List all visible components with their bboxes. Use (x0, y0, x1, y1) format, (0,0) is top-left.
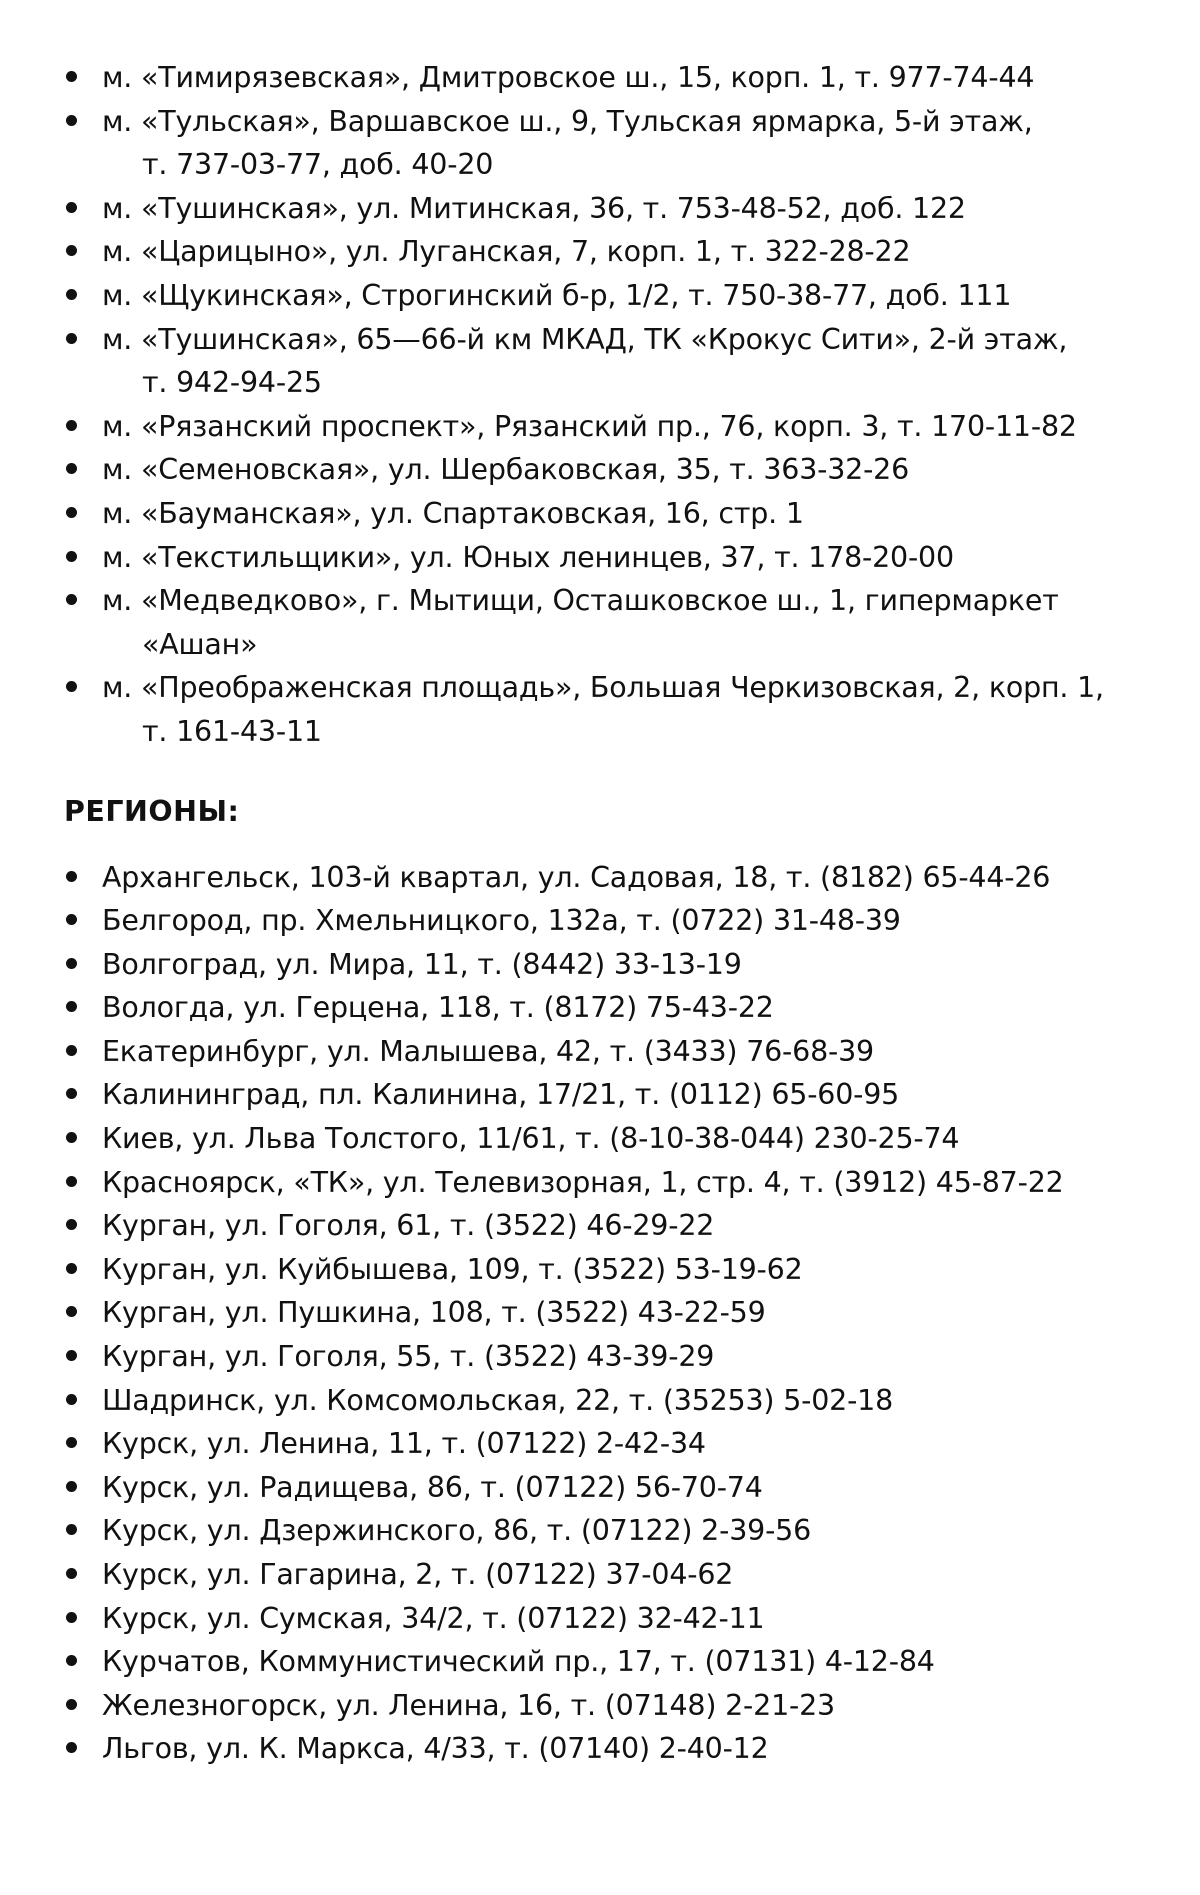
list-item (64, 492, 1144, 536)
list-item (64, 536, 1144, 580)
list-item (64, 187, 1144, 231)
bullet-icon (66, 1001, 77, 1012)
list-item (64, 1727, 1144, 1771)
bullet-icon (66, 1568, 77, 1579)
bullet-icon (66, 1655, 77, 1666)
bullet-icon (66, 1394, 77, 1405)
address-text: Курск, ул. Дзержинского, 86, т. (07122) 2-39-56 (102, 1514, 812, 1548)
list-item (64, 899, 1144, 943)
bullet-icon (66, 1306, 77, 1317)
list-item (64, 274, 1144, 318)
address-text: Курск, ул. Сумская, 34/2, т. (07122) 32-42-11 (102, 1601, 765, 1635)
bullet-icon (66, 1176, 77, 1187)
list-item (64, 986, 1144, 1030)
address-text: Льгов, ул. К. Маркса, 4/33, т. (07140) 2-40-12 (102, 1732, 769, 1766)
address-text: м. «Тимирязевская», Дмитровское ш., 15, корп. 1, т. 977-74-44 (102, 61, 1035, 94)
regions-heading: РЕГИОНЫ: (64, 794, 240, 828)
address-text: Вологда, ул. Герцена, 118, т. (8172) 75-43-22 (102, 991, 774, 1025)
address-text: м. «Медведково», г. Мытищи, Осташковское ш., 1, гипермаркет (102, 584, 1059, 618)
list-item (64, 666, 1144, 753)
address-text: м. «Щукинская», Строгинский б-р, 1/2, т. 750-38-77, доб. 111 (102, 278, 1012, 312)
bullet-icon (66, 1742, 77, 1753)
list-item (64, 1379, 1144, 1423)
address-text: Курган, ул. Пушкина, 108, т. (3522) 43-22-59 (102, 1296, 766, 1330)
bullet-icon (66, 463, 77, 474)
address-text: Калининград, пл. Калинина, 17/21, т. (0112) 65-60-95 (102, 1078, 900, 1112)
address-text: м. «Семеновская», ул. Шербаковская, 35, т. 363-32-26 (102, 453, 910, 487)
bullet-icon (66, 681, 77, 692)
list-item (64, 1597, 1144, 1641)
address-text: Курган, ул. Куйбышева, 109, т. (3522) 53-19-62 (102, 1252, 803, 1286)
list-item (64, 1466, 1144, 1510)
address-text: Шадринск, ул. Комсомольская, 22, т. (35253) 5-02-18 (102, 1383, 894, 1417)
address-text: Курск, ул. Ленина, 11, т. (07122) 2-42-34 (102, 1427, 706, 1461)
bullet-icon (66, 245, 77, 256)
list-item (64, 943, 1144, 987)
bullet-icon (66, 289, 77, 300)
list-item (64, 1640, 1144, 1684)
bullet-icon (66, 1045, 77, 1056)
address-text: м. «Рязанский проспект», Рязанский пр., 76, корп. 3, т. 170-11-82 (102, 409, 1077, 443)
address-text: Курган, ул. Гоголя, 55, т. (3522) 43-39-29 (102, 1340, 715, 1374)
bullet-icon (66, 1088, 77, 1099)
list-item (64, 1073, 1144, 1117)
address-text: Курчатов, Коммунистический пр., 17, т. (07131) 4-12-84 (102, 1645, 935, 1679)
bullet-icon (66, 594, 77, 605)
bullet-icon (66, 551, 77, 562)
address-text: Волгоград, ул. Мира, 11, т. (8442) 33-13-19 (102, 947, 742, 981)
list-item (64, 1684, 1144, 1728)
bullet-icon (66, 333, 77, 344)
bullet-icon (66, 1219, 77, 1230)
bullet-icon (66, 914, 77, 925)
list-item (64, 318, 1144, 405)
address-text: м. «Текстильщики», ул. Юных ленинцев, 37, т. 178-20-00 (102, 540, 954, 574)
address-continuation: «Ашан» (142, 627, 258, 661)
bullet-icon (66, 1699, 77, 1710)
address-continuation: т. 161-43-11 (142, 714, 322, 748)
list-item (64, 230, 1144, 274)
list-item (64, 1553, 1144, 1597)
list-item (64, 405, 1144, 449)
document-page (64, 56, 1144, 1771)
bullet-icon (66, 1132, 77, 1143)
address-text: Курган, ул. Гоголя, 61, т. (3522) 46-29-22 (102, 1209, 715, 1243)
address-text: м. «Тульская», Варшавское ш., 9, Тульская ярмарка, 5-й этаж, (102, 104, 1033, 138)
bullet-icon (66, 202, 77, 213)
address-text: м. «Тушинская», 65—66-й км МКАД, ТК «Крокус Сити», 2-й этаж, (102, 322, 1068, 356)
address-text: Красноярск, «ТК», ул. Телевизорная, 1, стр. 4, т. (3912) 45-87-22 (102, 1165, 1064, 1199)
list-item (64, 448, 1144, 492)
bullet-icon (66, 1612, 77, 1623)
list-item (64, 1248, 1144, 1292)
address-text: Курск, ул. Гагарина, 2, т. (07122) 37-04-62 (102, 1558, 734, 1591)
regions-address-list (64, 856, 1144, 1771)
address-text: Белгород, пр. Хмельницкого, 132а, т. (0722) 31-48-39 (102, 904, 901, 938)
list-item (64, 579, 1144, 666)
list-item (64, 1204, 1144, 1248)
address-text: м. «Преображенская площадь», Большая Черкизовская, 2, корп. 1, (102, 671, 1104, 705)
bullet-icon (66, 958, 77, 969)
list-item (64, 1422, 1144, 1466)
address-text: м. «Царицыно», ул. Луганская, 7, корп. 1, т. 322-28-22 (102, 235, 911, 269)
address-text: Железногорск, ул. Ленина, 16, т. (07148) 2-21-23 (102, 1688, 835, 1722)
address-text: Курск, ул. Радищева, 86, т. (07122) 56-70-74 (102, 1470, 763, 1504)
list-item (64, 856, 1144, 900)
bullet-icon (66, 1524, 77, 1535)
list-item (64, 1335, 1144, 1379)
list-item (64, 1117, 1144, 1161)
address-text: Екатеринбург, ул. Малышева, 42, т. (3433) 76-68-39 (102, 1034, 874, 1068)
bullet-icon (66, 871, 77, 882)
bullet-icon (66, 1437, 77, 1448)
moscow-address-list (64, 56, 1144, 754)
list-item (64, 1509, 1144, 1553)
address-continuation: т. 942-94-25 (142, 366, 322, 400)
bullet-icon (66, 1263, 77, 1274)
bullet-icon (66, 507, 77, 518)
bullet-icon (66, 1481, 77, 1492)
address-text: м. «Бауманская», ул. Спартаковская, 16, стр. 1 (102, 496, 804, 530)
bullet-icon (66, 1350, 77, 1361)
address-continuation: т. 737-03-77, доб. 40-20 (142, 148, 494, 182)
list-item (64, 100, 1144, 187)
address-text: Архангельск, 103-й квартал, ул. Садовая, 18, т. (8182) 65-44-26 (102, 860, 1051, 894)
list-item (64, 1291, 1144, 1335)
list-item (64, 1030, 1144, 1074)
bullet-icon (66, 115, 77, 126)
list-item (64, 1161, 1144, 1205)
bullet-icon (66, 71, 77, 82)
address-text: Киев, ул. Льва Толстого, 11/61, т. (8-10-38-044) 230-25-74 (102, 1122, 960, 1156)
list-item (64, 56, 1144, 100)
address-text: м. «Тушинская», ул. Митинская, 36, т. 753-48-52, доб. 122 (102, 191, 966, 225)
bullet-icon (66, 420, 77, 431)
